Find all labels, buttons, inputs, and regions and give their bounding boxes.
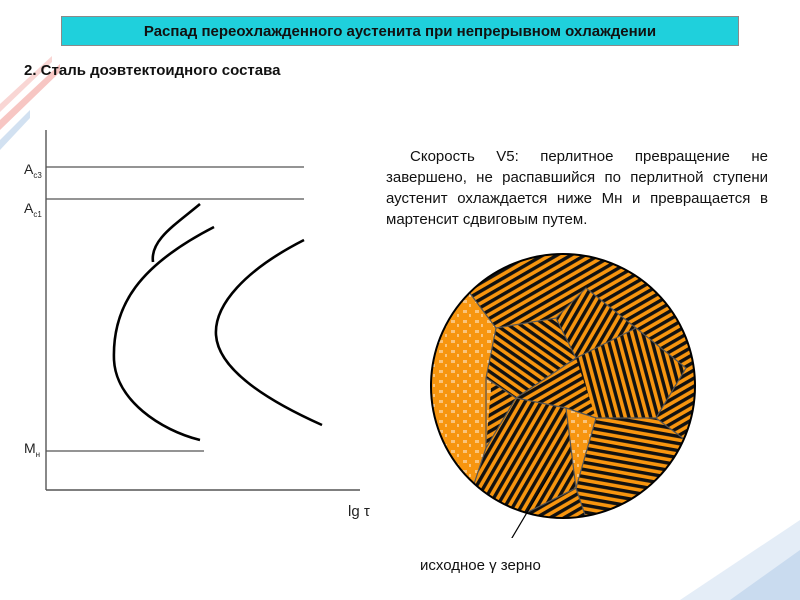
decorative-corner-right xyxy=(560,480,800,600)
end-curve xyxy=(216,240,322,425)
slide-subtitle: 2. Сталь доэвтектоидного состава xyxy=(24,62,281,79)
description-text: Скорость V5: перлитное превращение не завершено, не распавшийся по перлитной ступени аустенит охлаждается ниже Мн и превращается в мартенсит сдвиговым путем. xyxy=(386,148,768,228)
microstructure-caption: исходное γ зерно xyxy=(420,557,541,574)
ttt-diagram xyxy=(0,110,400,530)
branch-curve xyxy=(153,204,200,262)
ac1-label: $A_{c1}$ xyxy=(24,200,42,219)
ac3-label: $A_{c3}$ xyxy=(24,161,42,180)
slide-title: Распад переохлажденного аустенита при непрерывном охлаждении xyxy=(61,16,739,46)
x-axis-label: lg τ xyxy=(348,503,370,520)
microstructure-image xyxy=(426,248,706,538)
start-curve xyxy=(114,227,214,440)
caption-pointer xyxy=(506,472,551,538)
mn-label: $M_н$ xyxy=(24,440,41,459)
